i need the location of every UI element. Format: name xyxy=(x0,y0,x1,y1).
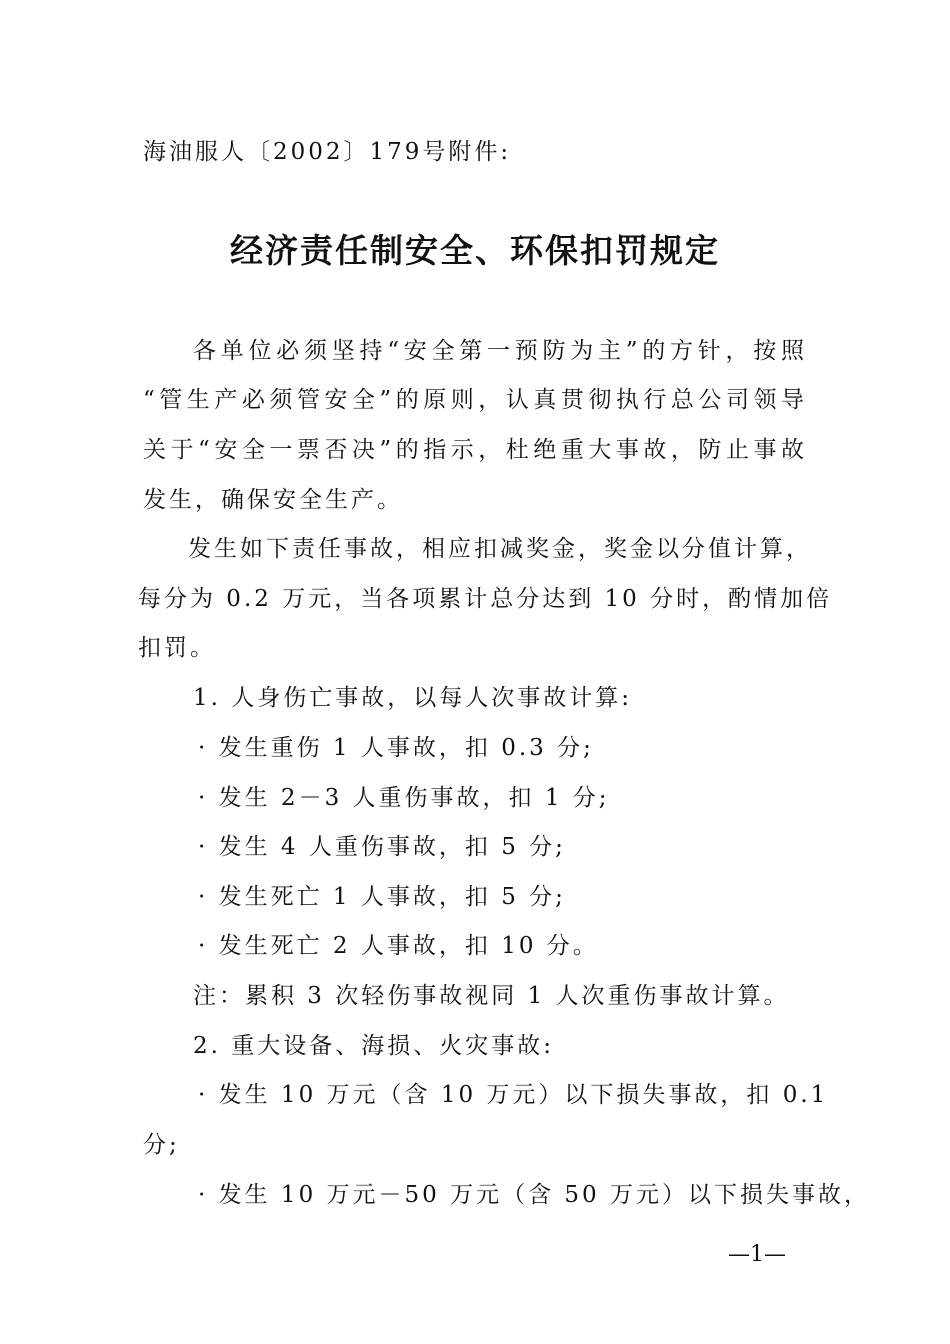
section-1-item-3: · 发生 4 人重伤事故，扣 5 分; xyxy=(198,834,566,860)
section-2-heading: 2. 重大设备、海损、火灾事故: xyxy=(193,1033,555,1059)
paragraph-1-line-1: 各单位必须坚持“安全第一预防为主”的方针，按照 xyxy=(193,338,807,364)
section-1-heading: 1. 人身伤亡事故，以每人次事故计算: xyxy=(193,685,633,711)
section-2-item-2-line-1: · 发生 10 万元－50 万元（含 50 万元）以下损失事故， xyxy=(198,1182,870,1208)
paragraph-1-line-4: 发生，确保安全生产。 xyxy=(143,487,403,513)
paragraph-2-line-1: 发生如下责任事故，相应扣减奖金，奖金以分值计算， xyxy=(188,536,812,562)
section-1-item-1: · 发生重伤 1 人事故，扣 0.3 分; xyxy=(198,735,594,761)
section-1-item-5: · 发生死亡 2 人事故，扣 10 分。 xyxy=(198,933,599,959)
paragraph-2-line-2: 每分为 0.2 万元，当各项累计总分达到 10 分时，酌情加倍 xyxy=(138,586,833,612)
document-reference: 海油服人〔2002〕179号附件: xyxy=(143,139,512,165)
paragraph-1-line-2: “管生产必须管安全”的原则，认真贯彻执行总公司领导 xyxy=(143,387,807,413)
section-1-note: 注：累积 3 次轻伤事故视同 1 人次重伤事故计算。 xyxy=(193,983,790,1009)
page-number: —1— xyxy=(728,1242,786,1267)
section-2-item-1-line-2: 分; xyxy=(143,1132,180,1158)
section-1-item-2: · 发生 2－3 人重伤事故，扣 1 分; xyxy=(198,785,610,811)
document-title: 经济责任制安全、环保扣罚规定 xyxy=(230,231,720,270)
paragraph-2-line-3: 扣罚。 xyxy=(138,635,216,661)
section-2-item-1-line-1: · 发生 10 万元（含 10 万元）以下损失事故，扣 0.1 xyxy=(198,1082,829,1108)
paragraph-1-line-3: 关于“安全一票否决”的指示，杜绝重大事故，防止事故 xyxy=(143,437,807,463)
section-1-item-4: · 发生死亡 1 人事故，扣 5 分; xyxy=(198,884,566,910)
